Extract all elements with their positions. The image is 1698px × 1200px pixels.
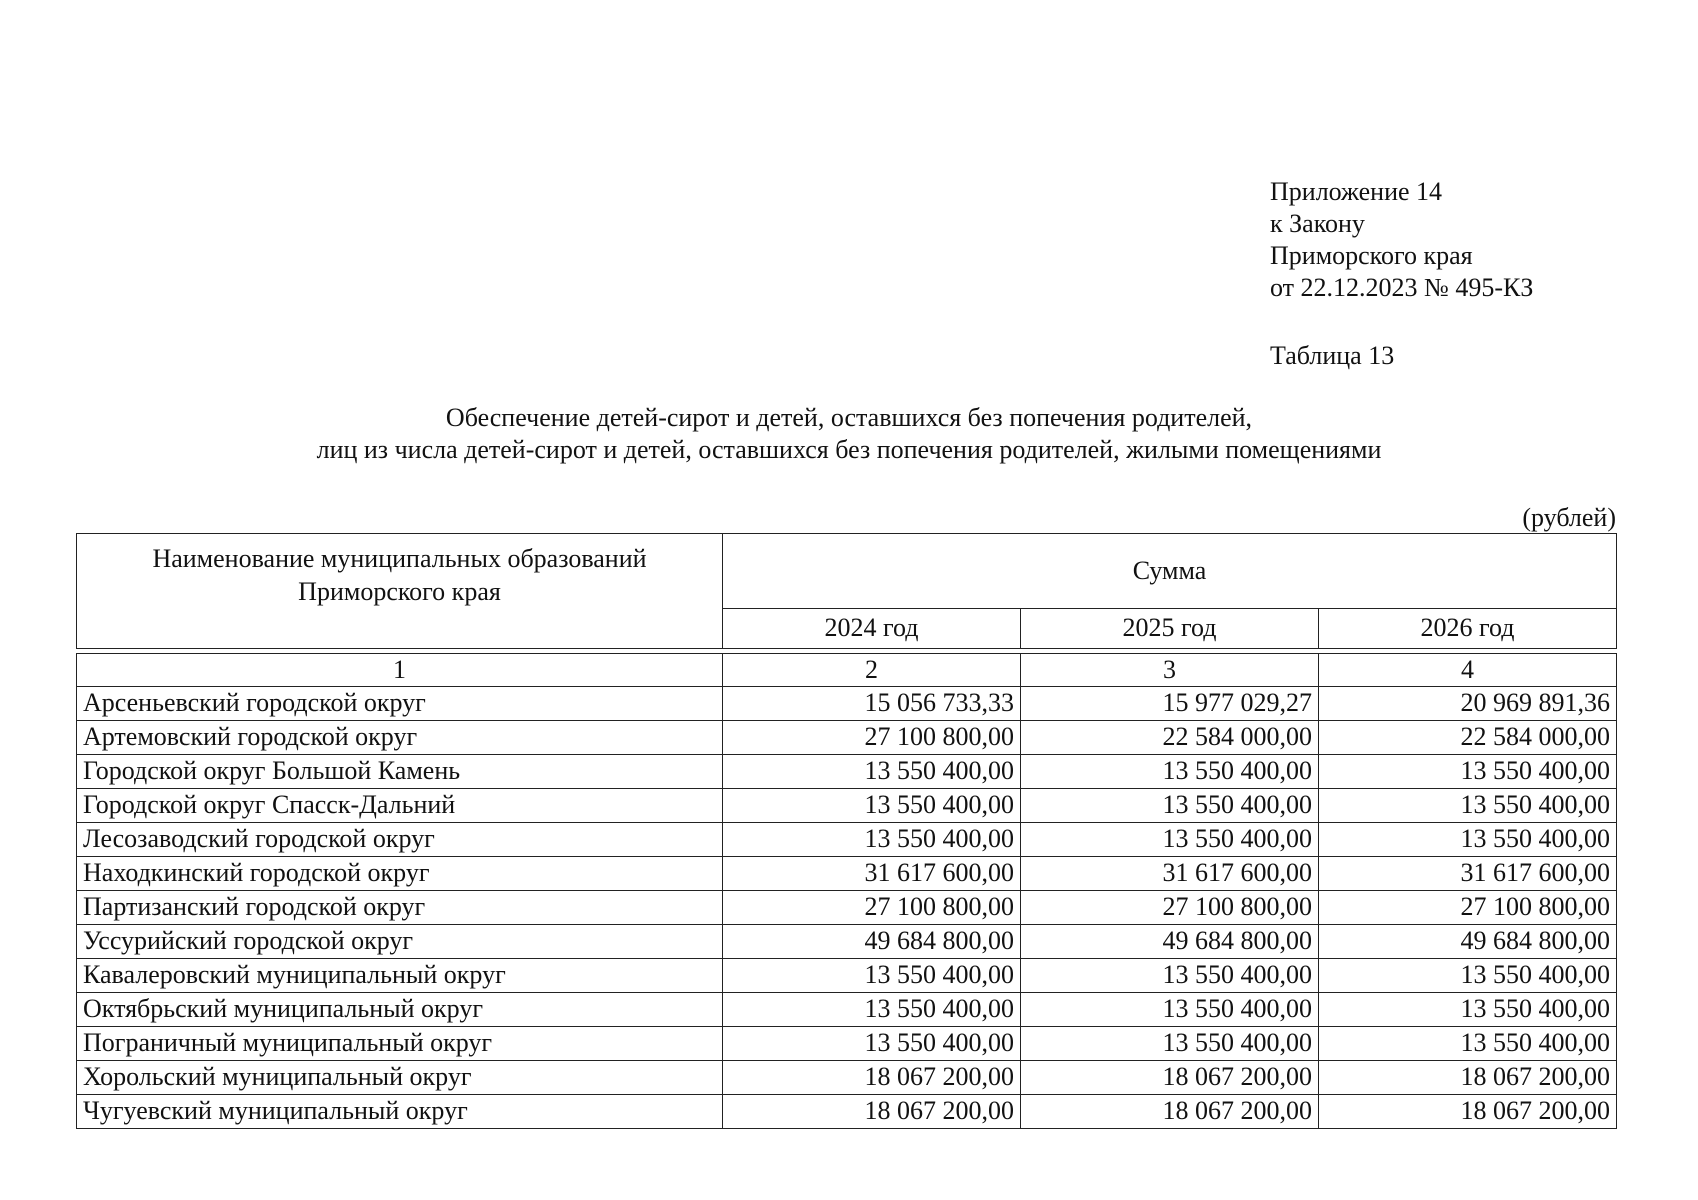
header-row-years — [77, 608, 1617, 648]
amount-2025-cell: 27 100 800,00 — [1021, 890, 1319, 924]
annex-line-4: от 22.12.2023 № 495-КЗ — [1270, 273, 1534, 302]
amount-2026-cell: 31 617 600,00 — [1319, 856, 1617, 890]
annex-reference — [1270, 176, 1533, 304]
municipality-name-cell: Городской округ Спасск-Дальний — [77, 788, 723, 822]
amount-2025-cell: 31 617 600,00 — [1021, 856, 1319, 890]
municipality-name-cell: Партизанский городской округ — [77, 890, 723, 924]
amount-2026-cell: 27 100 800,00 — [1319, 890, 1617, 924]
header-year-2024: 2024 год — [723, 608, 1021, 648]
table-row — [77, 856, 1617, 890]
amount-2026-cell: 13 550 400,00 — [1319, 958, 1617, 992]
amount-2025-cell: 13 550 400,00 — [1021, 1026, 1319, 1060]
table-row — [77, 788, 1617, 822]
amount-2026-cell: 20 969 891,36 — [1319, 686, 1617, 720]
table-row — [77, 1060, 1617, 1094]
document-title-line-1: Обеспечение детей-сирот и детей, оставшихся без попечения родителей, — [445, 403, 1253, 432]
amount-2024-cell: 27 100 800,00 — [723, 720, 1021, 754]
table-row — [77, 890, 1617, 924]
amount-2024-cell: 13 550 400,00 — [723, 788, 1021, 822]
amount-2025-cell: 18 067 200,00 — [1021, 1094, 1319, 1128]
municipality-name-cell: Хорольский муниципальный округ — [77, 1060, 723, 1094]
amount-2025-cell: 18 067 200,00 — [1021, 1060, 1319, 1094]
document-title — [0, 402, 1698, 466]
header-year-2026: 2026 год — [1319, 608, 1617, 648]
units-label: (рублей) — [1522, 503, 1616, 532]
amount-2025-cell: 13 550 400,00 — [1021, 788, 1319, 822]
column-number-3: 3 — [1021, 653, 1319, 686]
table-row — [77, 992, 1617, 1026]
municipality-name-cell: Кавалеровский муниципальный округ — [77, 958, 723, 992]
table-row — [77, 720, 1617, 754]
header-sum: Сумма — [723, 534, 1617, 609]
amount-2024-cell: 13 550 400,00 — [723, 992, 1021, 1026]
column-number-1: 1 — [77, 653, 723, 686]
header-name-continuation — [77, 608, 723, 648]
amount-2024-cell: 13 550 400,00 — [723, 822, 1021, 856]
column-number-2: 2 — [723, 653, 1021, 686]
amount-2026-cell: 13 550 400,00 — [1319, 754, 1617, 788]
municipality-name-cell: Пограничный муниципальный округ — [77, 1026, 723, 1060]
amount-2024-cell: 13 550 400,00 — [723, 754, 1021, 788]
amount-2024-cell: 13 550 400,00 — [723, 958, 1021, 992]
annex-line-3: Приморского края — [1270, 241, 1473, 270]
amount-2026-cell: 49 684 800,00 — [1319, 924, 1617, 958]
amount-2024-cell: 49 684 800,00 — [723, 924, 1021, 958]
amount-2026-cell: 13 550 400,00 — [1319, 822, 1617, 856]
table-row — [77, 822, 1617, 856]
table-row — [77, 1026, 1617, 1060]
amount-2024-cell: 27 100 800,00 — [723, 890, 1021, 924]
amount-2026-cell: 18 067 200,00 — [1319, 1060, 1617, 1094]
municipality-name-cell: Находкинский городской округ — [77, 856, 723, 890]
amount-2026-cell: 18 067 200,00 — [1319, 1094, 1617, 1128]
table-row — [77, 1094, 1617, 1128]
column-number-4: 4 — [1319, 653, 1617, 686]
amount-2026-cell: 13 550 400,00 — [1319, 788, 1617, 822]
document-title-line-2: лиц из числа детей-сирот и детей, оставшихся без попечения родителей, жилыми помещениями — [316, 435, 1382, 464]
header-row-sum — [77, 534, 1617, 609]
amount-2025-cell: 13 550 400,00 — [1021, 958, 1319, 992]
amount-2026-cell: 13 550 400,00 — [1319, 1026, 1617, 1060]
amount-2024-cell: 31 617 600,00 — [723, 856, 1021, 890]
amount-2025-cell: 13 550 400,00 — [1021, 754, 1319, 788]
table-row — [77, 686, 1617, 720]
table-number: Таблица 13 — [1270, 341, 1395, 370]
amount-2024-cell: 13 550 400,00 — [723, 1026, 1021, 1060]
municipality-name-cell: Уссурийский городской округ — [77, 924, 723, 958]
table-row — [77, 924, 1617, 958]
municipality-name-cell: Чугуевский муниципальный округ — [77, 1094, 723, 1128]
annex-line-2: к Закону — [1270, 209, 1365, 238]
municipality-name-cell: Арсеньевский городской округ — [77, 686, 723, 720]
annex-line-1: Приложение 14 — [1270, 177, 1443, 206]
amount-2026-cell: 22 584 000,00 — [1319, 720, 1617, 754]
amount-2024-cell: 18 067 200,00 — [723, 1094, 1021, 1128]
municipality-name-cell: Октябрьский муниципальный округ — [77, 992, 723, 1026]
municipality-name-cell: Лесозаводский городской округ — [77, 822, 723, 856]
amount-2026-cell: 13 550 400,00 — [1319, 992, 1617, 1026]
amount-2025-cell: 13 550 400,00 — [1021, 992, 1319, 1026]
column-number-row — [77, 653, 1617, 686]
amount-2025-cell: 22 584 000,00 — [1021, 720, 1319, 754]
amount-2024-cell: 18 067 200,00 — [723, 1060, 1021, 1094]
funding-table — [76, 533, 1617, 1129]
municipality-name-cell: Артемовский городской округ — [77, 720, 723, 754]
amount-2025-cell: 49 684 800,00 — [1021, 924, 1319, 958]
header-municipality-name: Наименование муниципальных образований Приморского края — [77, 534, 723, 609]
header-year-2025: 2025 год — [1021, 608, 1319, 648]
amount-2025-cell: 15 977 029,27 — [1021, 686, 1319, 720]
amount-2025-cell: 13 550 400,00 — [1021, 822, 1319, 856]
amount-2024-cell: 15 056 733,33 — [723, 686, 1021, 720]
table-row — [77, 754, 1617, 788]
table-row — [77, 958, 1617, 992]
municipality-name-cell: Городской округ Большой Камень — [77, 754, 723, 788]
